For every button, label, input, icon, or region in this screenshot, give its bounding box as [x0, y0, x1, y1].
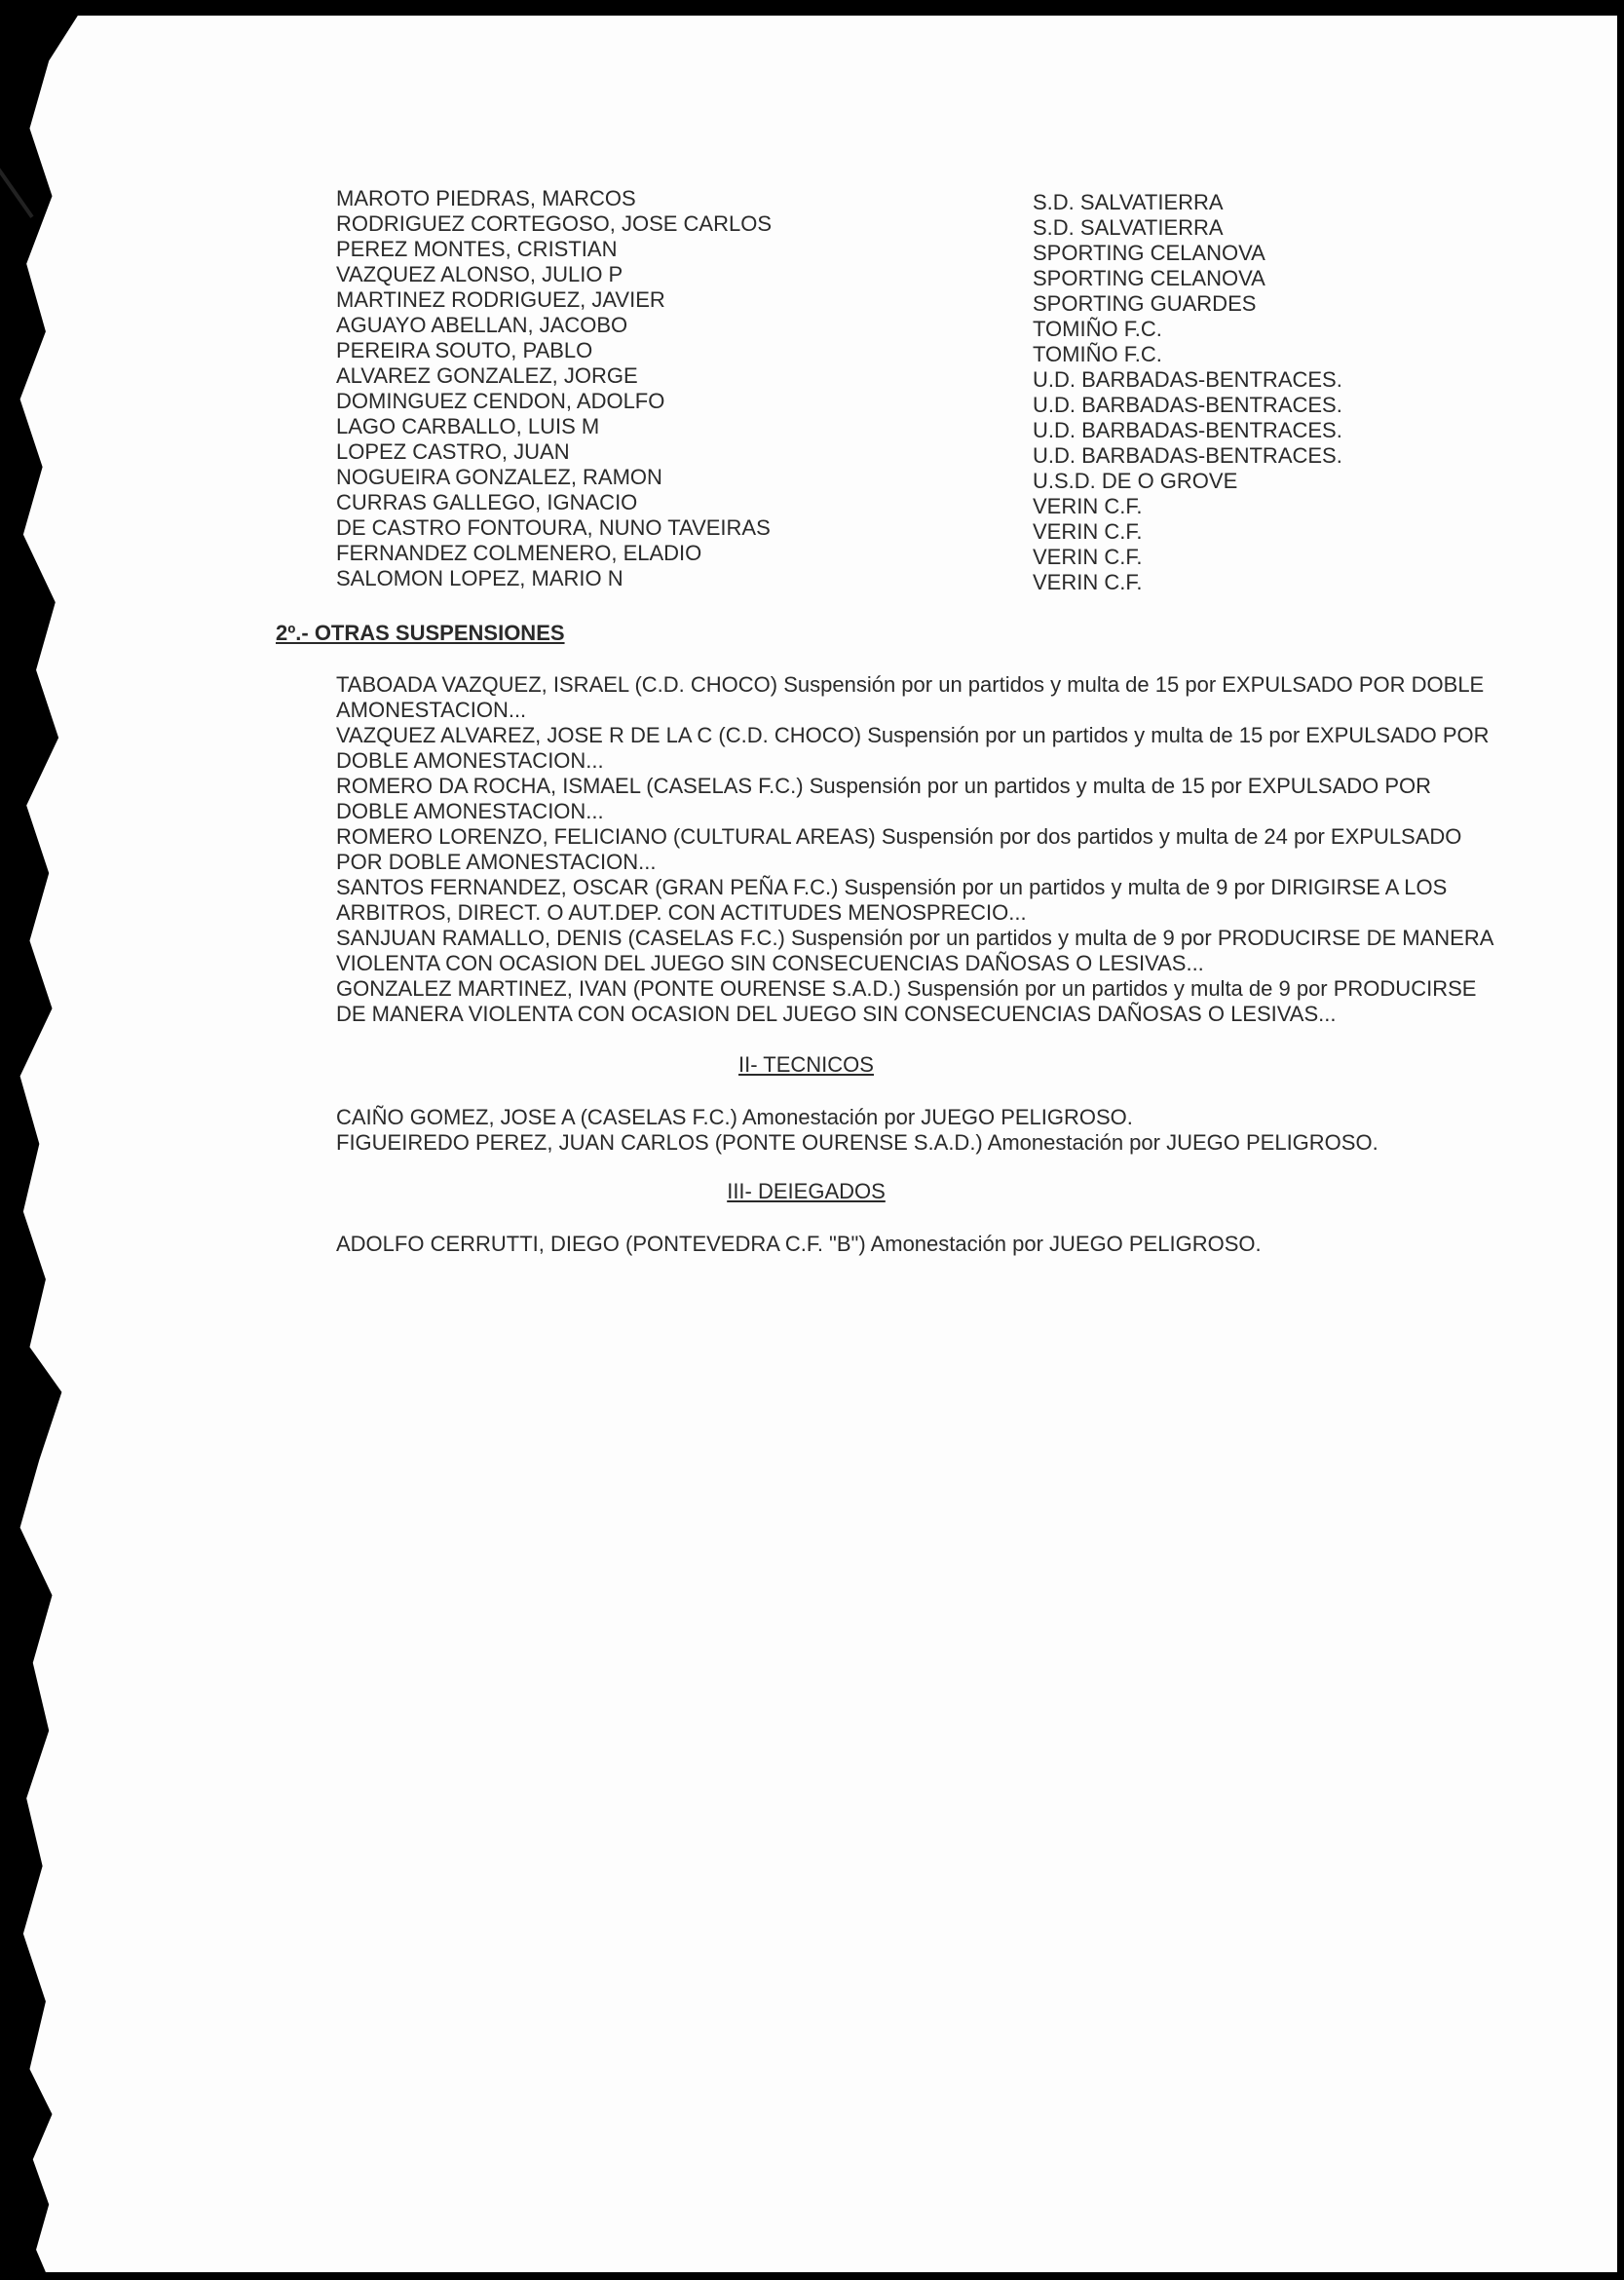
club-name: U.D. BARBADAS-BENTRACES.	[1033, 393, 1342, 417]
tecnicos-list	[336, 1105, 1379, 1156]
club-name-list	[1033, 190, 1342, 595]
player-name: ALVAREZ GONZALEZ, JORGE	[336, 363, 638, 388]
sanction-line: ROMERO LORENZO, FELICIANO (CULTURAL AREAS) Suspensión por dos partidos y multa de 24 por EXPULSADO	[336, 824, 1462, 849]
player-name: MARTINEZ RODRIGUEZ, JAVIER	[336, 287, 665, 312]
club-name: TOMIÑO F.C.	[1033, 342, 1162, 366]
player-name: LAGO CARBALLO, LUIS M	[336, 414, 600, 438]
section-heading-otras-suspensiones: 2º.- OTRAS SUSPENSIONES	[276, 621, 565, 645]
delegado-entry: ADOLFO CERRUTTI, DIEGO (PONTEVEDRA C.F. "B") Amonestación por JUEGO PELIGROSO.	[336, 1232, 1262, 1256]
player-name: LOPEZ CASTRO, JUAN	[336, 439, 570, 464]
sanction-line: SANJUAN RAMALLO, DENIS (CASELAS F.C.) Suspensión por un partidos y multa de 9 por PRODUCIRSE DE MANERA	[336, 926, 1494, 950]
sanction-entry	[336, 976, 1525, 1027]
sanction-line: AMONESTACION...	[336, 698, 527, 722]
club-name: TOMIÑO F.C.	[1033, 317, 1162, 341]
sanction-entry	[336, 926, 1525, 976]
sanction-line: ARBITROS, DIRECT. O AUT.DEP. CON ACTITUDES MENOSPRECIO...	[336, 900, 1027, 925]
sanction-entry	[336, 875, 1525, 926]
player-name: RODRIGUEZ CORTEGOSO, JOSE CARLOS	[336, 211, 772, 236]
club-name: SPORTING CELANOVA	[1033, 241, 1265, 265]
sanction-line: SANTOS FERNANDEZ, OSCAR (GRAN PEÑA F.C.) Suspensión por un partidos y multa de 9 por DIRIGIRSE A LOS	[336, 875, 1448, 899]
sanction-line: DOBLE AMONESTACION...	[336, 748, 604, 773]
sanction-entry	[336, 723, 1525, 774]
player-name: NOGUEIRA GONZALEZ, RAMON	[336, 465, 662, 489]
club-name: VERIN C.F.	[1033, 545, 1143, 569]
player-name: PEREIRA SOUTO, PABLO	[336, 338, 593, 362]
sanction-entry	[336, 672, 1525, 723]
club-name: VERIN C.F.	[1033, 494, 1143, 518]
player-name: AGUAYO ABELLAN, JACOBO	[336, 313, 628, 337]
player-name-list	[336, 186, 772, 591]
sanction-line: GONZALEZ MARTINEZ, IVAN (PONTE OURENSE S.A.D.) Suspensión por un partidos y multa de 9 por PRODUCIRSE	[336, 976, 1477, 1001]
player-name: FERNANDEZ COLMENERO, ELADIO	[336, 541, 702, 565]
sanction-line: VIOLENTA CON OCASION DEL JUEGO SIN CONSECUENCIAS DAÑOSAS O LESIVAS...	[336, 951, 1204, 975]
club-name: VERIN C.F.	[1033, 570, 1143, 594]
tecnico-entry: FIGUEIREDO PEREZ, JUAN CARLOS (PONTE OURENSE S.A.D.) Amonestación por JUEGO PELIGROSO.	[336, 1130, 1379, 1155]
club-name: S.D. SALVATIERRA	[1033, 190, 1224, 214]
club-name: S.D. SALVATIERRA	[1033, 215, 1224, 240]
player-name: MAROTO PIEDRAS, MARCOS	[336, 186, 636, 210]
section-heading-tecnicos: II- TECNICOS	[738, 1052, 874, 1077]
sanction-line: TABOADA VAZQUEZ, ISRAEL (C.D. CHOCO) Suspensión por un partidos y multa de 15 por EXPULSADO POR DOBLE	[336, 672, 1485, 697]
player-name: CURRAS GALLEGO, IGNACIO	[336, 490, 638, 514]
sanction-entry	[336, 774, 1525, 824]
player-name: DOMINGUEZ CENDON, ADOLFO	[336, 389, 665, 413]
sanction-line: POR DOBLE AMONESTACION...	[336, 850, 657, 874]
sanction-line: DOBLE AMONESTACION...	[336, 799, 604, 823]
club-name: U.D. BARBADAS-BENTRACES.	[1033, 367, 1342, 392]
player-name: SALOMON LOPEZ, MARIO N	[336, 566, 623, 590]
player-name: VAZQUEZ ALONSO, JULIO P	[336, 262, 623, 286]
scan-mark	[0, 152, 34, 218]
sanctions-list	[336, 672, 1525, 1027]
sanction-line: VAZQUEZ ALVAREZ, JOSE R DE LA C (C.D. CHOCO) Suspensión por un partidos y multa de 15 por EXPULSADO POR	[336, 723, 1490, 747]
sanction-line: DE MANERA VIOLENTA CON OCASION DEL JUEGO SIN CONSECUENCIAS DAÑOSAS O LESIVAS...	[336, 1002, 1337, 1026]
sanction-line: ROMERO DA ROCHA, ISMAEL (CASELAS F.C.) Suspensión por un partidos y multa de 15 por EXPULSADO POR	[336, 774, 1432, 798]
player-name: DE CASTRO FONTOURA, NUNO TAVEIRAS	[336, 515, 771, 540]
tecnico-entry: CAIÑO GOMEZ, JOSE A (CASELAS F.C.) Amonestación por JUEGO PELIGROSO.	[336, 1105, 1133, 1129]
club-name: U.D. BARBADAS-BENTRACES.	[1033, 443, 1342, 468]
club-name: U.D. BARBADAS-BENTRACES.	[1033, 418, 1342, 442]
player-name: PEREZ MONTES, CRISTIAN	[336, 237, 618, 261]
club-name: VERIN C.F.	[1033, 519, 1143, 544]
club-name: U.S.D. DE O GROVE	[1033, 469, 1238, 493]
club-name: SPORTING GUARDES	[1033, 291, 1257, 316]
sanction-entry	[336, 824, 1525, 875]
section-heading-delegados: III- DEIEGADOS	[727, 1179, 886, 1203]
club-name: SPORTING CELANOVA	[1033, 266, 1265, 290]
delegados-list	[336, 1232, 1262, 1257]
